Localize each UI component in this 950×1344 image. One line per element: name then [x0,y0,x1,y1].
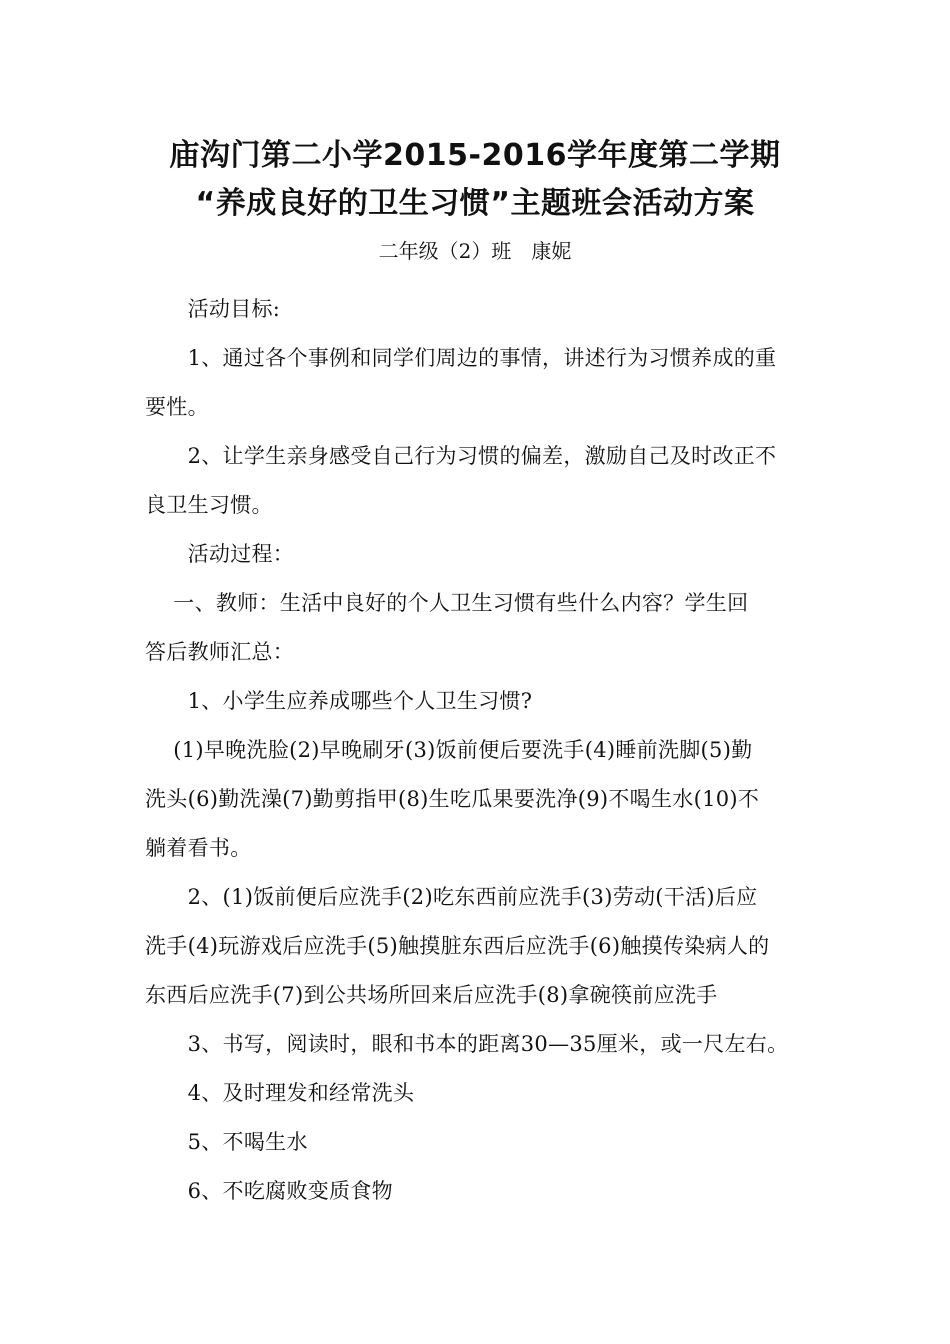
item-6: 6、不吃腐败变质食物 [145,1179,393,1203]
document-title-line-2: “养成良好的卫生习惯”主题班会活动方案 [195,186,755,221]
goal-1-line-2: 要性。 [145,395,209,419]
item-1-list-line-3: 躺着看书。 [145,836,252,860]
item-1-question: 1、小学生应养成哪些个人卫生习惯? [145,689,533,713]
document-title-line-1: 庙沟门第二小学2015-2016学年度第二学期 [169,138,781,173]
goal-1-line-1: 1、通过各个事例和同学们周边的事情，讲述行为习惯养成的重 [145,346,777,370]
item-1-list-line-2: 洗头(6)勤洗澡(7)勤剪指甲(8)生吃瓜果要洗净(9)不喝生水(10)不 [145,787,760,811]
process-1-line-1: 一、教师：生活中良好的个人卫生习惯有些什么内容？学生回 [145,591,749,615]
item-5: 5、不喝生水 [145,1130,308,1154]
item-2-line-1: 2、(1)饭前便后应洗手(2)吃东西前应洗手(3)劳动(干活)后应 [145,885,758,909]
goal-2-line-2: 良卫生习惯。 [145,493,273,517]
item-2-line-3: 东西后应洗手(7)到公共场所回来后应洗手(8)拿碗筷前应洗手 [145,983,718,1007]
process-1-line-2: 答后教师汇总： [145,640,295,664]
section-heading-process: 活动过程： [145,542,295,566]
item-3: 3、书写，阅读时，眼和书本的距离30—35厘米，或一尺左右。 [145,1032,789,1056]
item-1-list-line-1: (1)早晚洗脸(2)早晚刷牙(3)饭前便后要洗手(4)睡前洗脚(5)勤 [145,738,753,762]
author-line: 二年级（2）班 康妮 [378,239,572,263]
item-2-line-2: 洗手(4)玩游戏后应洗手(5)触摸脏东西后应洗手(6)触摸传染病人的 [145,934,770,958]
goal-2-line-1: 2、让学生亲身感受自己行为习惯的偏差，激励自己及时改正不 [145,444,777,468]
section-heading-goals: 活动目标: [145,297,281,321]
item-4: 4、及时理发和经常洗头 [145,1081,415,1105]
